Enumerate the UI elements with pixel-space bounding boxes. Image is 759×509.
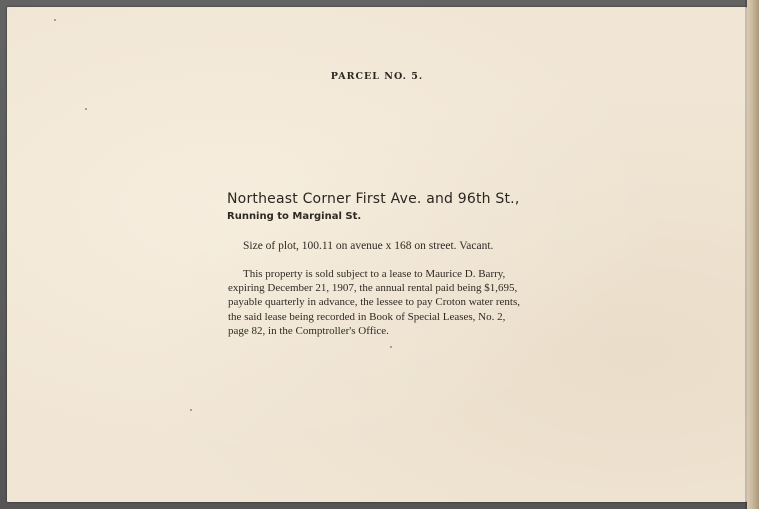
paper-speck — [85, 108, 87, 110]
document-page — [7, 7, 747, 502]
next-page-edge — [747, 0, 759, 509]
paper-speck — [190, 409, 192, 411]
paper-speck — [54, 19, 56, 21]
paper-speck — [390, 346, 392, 348]
property-title: Northeast Corner First Ave. and 96th St., — [227, 191, 520, 207]
parcel-heading: PARCEL NO. 5. — [330, 71, 424, 82]
paragraph-line: expiring December 21, 1907, the annual rental paid being $1,695, — [228, 282, 518, 295]
property-subtitle: Running to Marginal St. — [227, 211, 362, 222]
paragraph-line: This property is sold subject to a lease to Maurice D. Barry, — [243, 268, 506, 280]
plot-size-line: Size of plot, 100.11 on avenue x 168 on street. Vacant. — [243, 240, 494, 252]
paragraph-line: payable quarterly in advance, the lessee to pay Croton water rents, — [228, 296, 520, 309]
lease-paragraph — [228, 267, 528, 338]
paragraph-line: the said lease being recorded in Book of Special Leases, No. 2, — [228, 310, 506, 323]
paragraph-line: page 82, in the Comptroller's Office. — [228, 324, 389, 337]
